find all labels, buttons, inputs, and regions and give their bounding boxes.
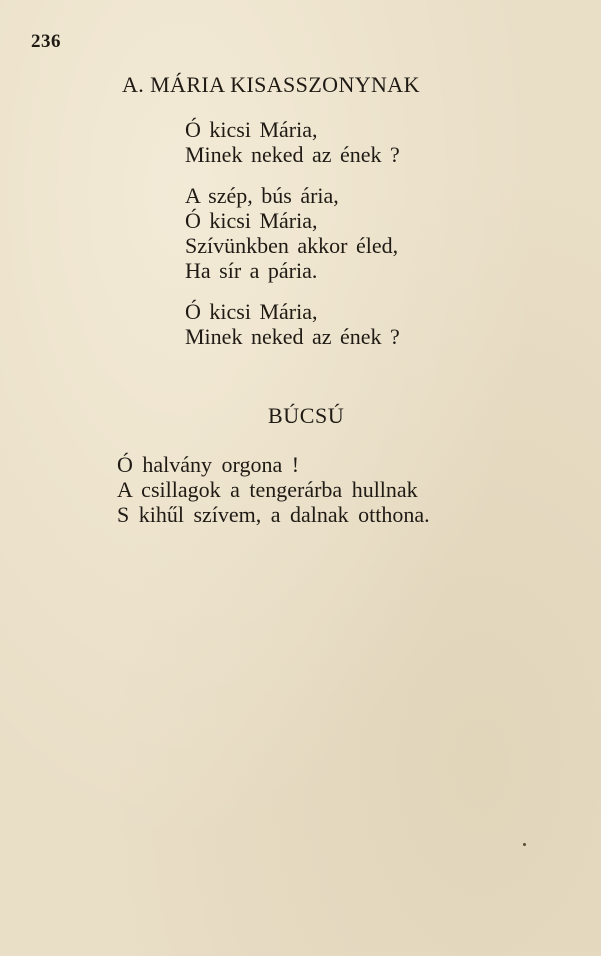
verse-line: A csillagok a tengerárba hullnak — [117, 477, 418, 502]
stanza — [185, 299, 400, 349]
poem-title: BÚCSÚ — [268, 403, 345, 428]
stanza — [185, 117, 400, 167]
verse-line: Minek neked az ének ? — [185, 142, 400, 167]
verse-line: Ó kicsi Mária, — [185, 117, 318, 142]
verse-line: Minek neked az ének ? — [185, 324, 400, 349]
verse-line: Szívünkben akkor éled, — [185, 233, 399, 258]
verse-line: A szép, bús ária, — [185, 183, 339, 208]
verse-line: Ó halvány orgona ! — [117, 452, 300, 477]
page-number: 236 — [31, 31, 61, 52]
poem-title: A. MÁRIA KISASSZONYNAK — [122, 72, 420, 97]
verse-line: Ó kicsi Mária, — [185, 208, 318, 233]
verse-line: Ha sír a pária. — [185, 258, 318, 283]
stanza — [117, 452, 430, 527]
stanza — [185, 183, 398, 283]
ink-speck — [523, 843, 526, 846]
verse-line: Ó kicsi Mária, — [185, 299, 318, 324]
verse-line: S kihűl szívem, a dalnak otthona. — [117, 502, 430, 527]
